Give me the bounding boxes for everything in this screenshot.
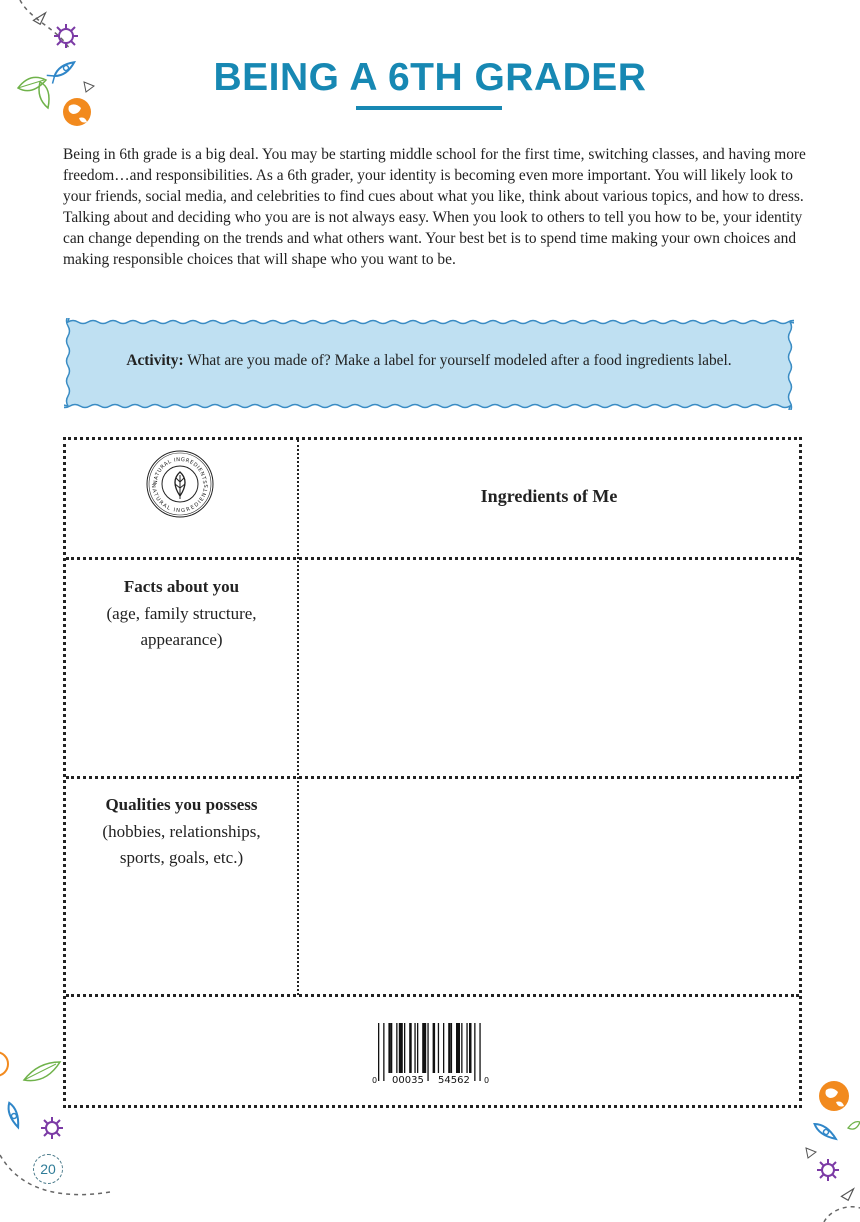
qualities-hint: (hobbies, relationships, sports, goals, etc.) <box>102 821 261 867</box>
barcode-bar <box>388 1023 391 1073</box>
barcode-bar <box>417 1023 418 1073</box>
rocket-icon <box>6 1102 21 1129</box>
column-divider <box>297 440 299 995</box>
title-underline <box>356 106 502 110</box>
decoration-bottom-right <box>790 1070 860 1222</box>
page-title: BEING A 6TH GRADER <box>213 56 647 99</box>
intro-paragraph: Being in 6th grade is a big deal. You may be starting middle school for the first time, switching classes, and having more freedom…and responsibilities. As a 6th grader, your identity is becoming even more important. You will likely look to your friends, social media, and celebrities to find cues about what you like, think about various topics, and how to dress. Talking about and deciding who you are is not always easy. When you look to others to tell you how to be, your identity can change depending on the trends and what others want. Your best bet is to spend time making your own choices and making responsible choices that will shape who you want to be. <box>63 146 806 268</box>
barcode-bar <box>383 1023 384 1081</box>
barcode-left-digit: 0 <box>372 1076 378 1085</box>
globe-icon <box>63 98 91 126</box>
row-divider <box>66 557 799 560</box>
row-divider <box>66 994 799 997</box>
leaf-icon <box>175 472 185 499</box>
activity-instruction <box>64 352 794 370</box>
decoration-bottom-left <box>0 1040 130 1222</box>
ingredients-label <box>63 437 802 1108</box>
barcode-bar <box>409 1023 412 1073</box>
virus-icon <box>54 24 78 48</box>
qualities-heading: Qualities you possess <box>105 795 258 814</box>
barcode-bar <box>378 1023 379 1081</box>
ingredients-header: Ingredients of Me <box>480 486 618 506</box>
barcode-bar <box>456 1023 460 1073</box>
rocket-icon <box>813 1121 838 1142</box>
globe-icon <box>0 1052 8 1076</box>
barcode-bar <box>474 1023 475 1081</box>
barcode-icon <box>370 1021 490 1089</box>
globe-icon <box>819 1081 849 1111</box>
natural-ingredients-seal <box>145 449 215 519</box>
qualities-cell <box>66 792 297 872</box>
virus-icon <box>817 1159 839 1181</box>
facts-heading: Facts about you <box>123 577 240 596</box>
activity-box <box>64 318 794 410</box>
barcode-bar <box>469 1023 472 1073</box>
row-divider <box>66 776 799 779</box>
activity-text: What are you made of? Make a label for yourself modeled after a food ingredients label. <box>183 352 732 369</box>
svg-text:NATURAL INGREDIENTS: NATURAL INGREDIENTS <box>152 456 208 485</box>
paper-plane-icon <box>840 1189 856 1202</box>
barcode-bar <box>448 1023 451 1073</box>
barcode-bar <box>391 1023 392 1073</box>
barcode-bar <box>466 1023 467 1073</box>
barcode-bar <box>396 1023 397 1073</box>
svg-text:NATURAL INGREDIENTS: NATURAL INGREDIENTS <box>149 483 211 515</box>
activity-label: Activity: <box>126 352 184 369</box>
barcode-bar <box>461 1023 462 1073</box>
barcode-bar <box>422 1023 426 1073</box>
barcode-bar <box>404 1023 405 1073</box>
facts-hint: (age, family structure, appearance) <box>106 603 257 649</box>
barcode-bar <box>433 1023 436 1073</box>
barcode-bar <box>479 1023 480 1081</box>
leaf-icon <box>24 1062 60 1081</box>
page-number: 20 <box>33 1154 63 1184</box>
barcode-bar <box>451 1023 452 1073</box>
leaf-icon <box>848 1122 860 1130</box>
barcode-bar <box>414 1023 415 1073</box>
barcode-bar <box>427 1023 428 1081</box>
barcode-bar <box>438 1023 439 1073</box>
facts-cell <box>66 574 297 654</box>
virus-icon <box>41 1117 63 1139</box>
barcode-group2: 54562 <box>438 1075 470 1086</box>
barcode-bar <box>443 1023 444 1073</box>
barcode-right-digit: 0 <box>484 1076 490 1085</box>
barcode-group1: 00035 <box>392 1075 424 1086</box>
barcode-bar <box>399 1023 403 1073</box>
paper-plane-icon <box>32 13 48 26</box>
